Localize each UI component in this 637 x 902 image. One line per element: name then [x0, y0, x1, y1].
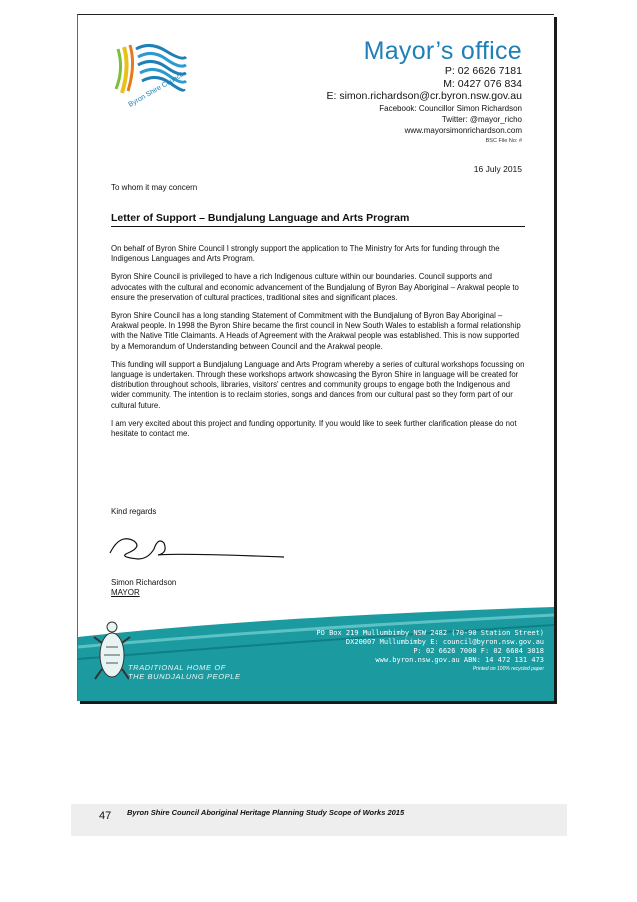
logo-text: Byron Shire Council	[127, 71, 185, 109]
footer-web-abn: www.byron.nsw.gov.au ABN: 14 472 131 473	[375, 656, 544, 664]
byron-shire-council-logo	[110, 37, 190, 111]
document-page-footer	[71, 804, 567, 836]
closing: Kind regards	[111, 507, 157, 516]
letter-body	[111, 244, 527, 447]
office-file: BSC File No: #	[485, 137, 522, 144]
footer-address: PO Box 219 Mullumbimby NSW 2482 (70-90 Station Street)	[316, 629, 544, 637]
office-mobile: M: 0427 076 834	[443, 77, 522, 90]
paragraph: Byron Shire Council has a long standing Statement of Commitment with the Bundjalung of Byron Bay Aboriginal – Arakwal people. In 1998 the Byron Shire became the first council in New South Wales to establish a formal relationship with the Native Title Claimants. A Heads of Agreement with the Arakwal people was established. This is now supported by a Memorandum of Understanding between Council and the Arakwal people.	[111, 311, 521, 351]
signer-name: Simon Richardson	[111, 578, 177, 587]
paragraph: On behalf of Byron Shire Council I strongly support the application to The Ministry for Arts for funding through the Indigenous Languages and Arts Program.	[111, 244, 500, 264]
document-title: Byron Shire Council Aboriginal Heritage Planning Study Scope of Works 2015	[127, 808, 405, 817]
office-twitter: Twitter: @mayor_richo	[441, 114, 522, 124]
office-title: Mayor’s office	[363, 37, 522, 65]
letter-subject: Letter of Support – Bundjalung Language and Arts Program	[111, 212, 525, 227]
letter-page	[77, 14, 554, 701]
office-facebook: Facebook: Councillor Simon Richardson	[379, 103, 522, 113]
footer-printed-note: Printed on 100% recycled paper	[472, 666, 544, 672]
footer-contact	[316, 629, 544, 674]
page-number: 47	[99, 810, 112, 822]
signer-block	[111, 578, 176, 598]
paragraph: Byron Shire Council is privileged to have a rich Indigenous culture within our boundaries. Council supports and advocates with the cultural and economic advancement of the Bundjalung of Byron Bay Aboriginal – Arakwal people to ensure the preservation of cultural practices, traditional sites and significant places.	[111, 272, 519, 302]
signer-role: MAYOR	[111, 588, 140, 597]
signature	[108, 523, 288, 569]
paragraph: This funding will support a Bundjalung Language and Arts Program whereby a series of cultural workshops focussing on language is undertaken. Through these workshops artwork showcasing the Byron Shire in language will be created for distribution throughout schools, libraries, visitors' centres and community groups to engage both the Indigenous and wider community. The intention is to reclaim stories, songs and dances from our cultural past so they form part of our cultural future.	[111, 359, 525, 410]
paragraph: I am very excited about this project and funding opportunity. If you would like to seek further clarification please do not hesitate to contact me.	[111, 418, 517, 439]
office-phone: P: 02 6626 7181	[444, 65, 522, 77]
footer-dx-email: DX20007 Mullumbimby E: council@byron.nsw.gov.au	[345, 638, 544, 646]
footer-tagline	[128, 663, 241, 681]
tagline-line-1: TRADITIONAL HOME OF	[128, 663, 226, 672]
turtle-icon	[92, 613, 132, 693]
office-website: www.mayorsimonrichardson.com	[404, 125, 522, 135]
tagline-line-2: THE BUNDJALUNG PEOPLE	[128, 672, 241, 681]
mayor-office-block	[327, 37, 522, 146]
salutation: To whom it may concern	[111, 183, 198, 192]
footer-phone-fax: P: 02 6626 7000 F: 02 6684 3018	[413, 647, 544, 655]
office-email: E: simon.richardson@cr.byron.nsw.gov.au	[326, 90, 522, 102]
letter-date: 16 July 2015	[473, 164, 522, 174]
